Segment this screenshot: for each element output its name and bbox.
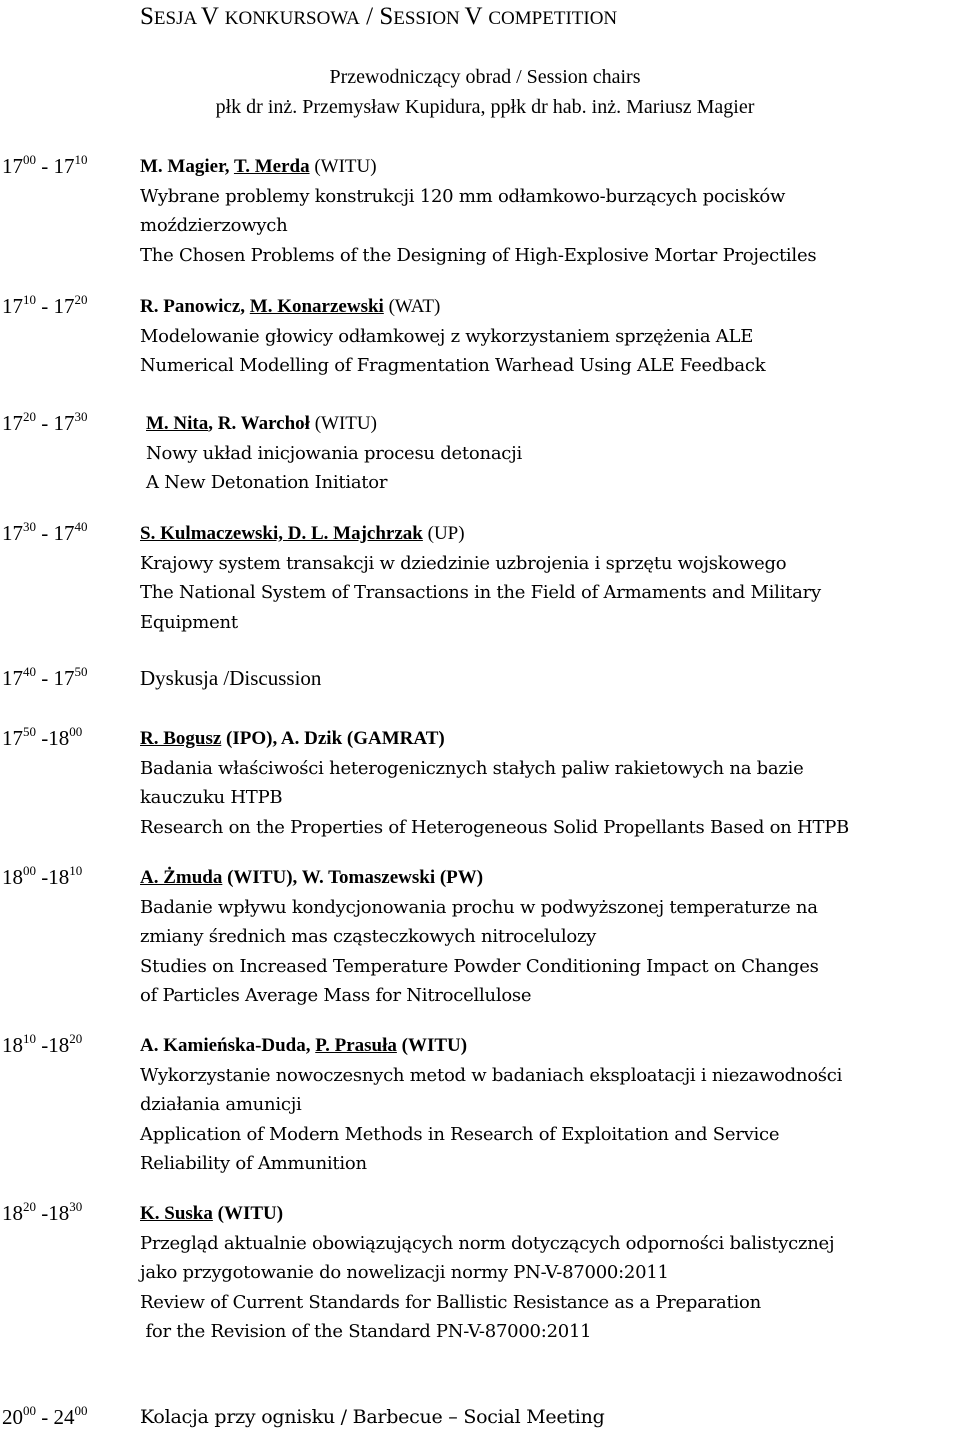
authors: M. Magier, T. Merda (WITU) [140,156,377,177]
session-title: SESJA V KONKURSOWA / SESSION V COMPETITION [140,3,618,30]
time-slot: $18^{00}$ $-18^{10}$ [2,863,83,889]
title-english: Research on the Properties of Heterogeneous Solid Propellants Based on HTPB [140,816,850,838]
time-slot: $17^{10} - 17^{20}$ [2,292,88,318]
title-polish: Przegląd aktualnie obowiązujących norm dotyczących odporności balistycznej [140,1232,835,1254]
title-polish: Nowy układ inicjowania procesu detonacji [146,442,522,464]
authors: S. Kulmaczewski, D. L. Majchrzak (UP) [140,523,465,544]
time-slot: $17^{50}$ $-18^{00}$ [2,724,83,750]
title-polish-cont: kauczuku HTPB [140,787,283,808]
title-polish: Badanie wpływu kondycjonowania prochu w podwyższonej temperaturze na [140,896,818,918]
session-chairs [140,62,830,122]
authors: K. Suska (WITU) [140,1203,284,1224]
title-polish-cont: moździerzowych [140,215,288,236]
title-polish: Wykorzystanie nowoczesnych metod w badaniach eksploatacji i niezawodności [140,1064,843,1086]
time-slot: $17^{00} - 17^{10}$ [2,152,88,178]
title-english: Numerical Modelling of Fragmentation Warhead Using ALE Feedback [140,355,766,376]
time-slot: $18^{20}$ $-18^{30}$ [2,1199,83,1225]
chairs-names: płk dr inż. Przemysław Kupidura, ppłk dr hab. inż. Mariusz Magier [215,96,755,118]
social-meeting-label: Kolacja przy ognisku / Barbecue – Social Meeting [140,1406,605,1428]
title-polish-cont: jako przygotowanie do nowelizacji normy PN-V-87000:2011 [140,1262,669,1283]
title-polish: Badania właściwości heterogenicznych stałych paliw rakietowych na bazie [140,757,804,779]
time-slot: $20^{00} - 24^{00}$ [2,1403,88,1429]
time-slot: $17^{20} - 17^{30}$ [2,409,88,435]
time-slot: $18^{10}$ $-18^{20}$ [2,1031,83,1057]
title-english: The National System of Transactions in the Field of Armaments and Military [140,582,821,603]
authors: A. Kamieńska-Duda, P. Prasuła (WITU) [140,1035,468,1056]
title-english: Review of Current Standards for Ballistic Resistance as a Preparation [140,1291,761,1313]
title-polish: Krajowy system transakcji w dziedzinie uzbrojenia i sprzętu wojskowego [140,552,787,574]
authors: M. Nita, R. Warchoł (WITU) [146,413,377,434]
title-polish-cont: zmiany średnich mas cząsteczkowych nitrocelulozy [140,926,597,947]
title-english-cont: for the Revision of the Standard PN-V-87000:2011 [140,1321,592,1342]
authors: R. Panowicz, M. Konarzewski (WAT) [140,296,441,317]
title-english: A New Detonation Initiator [146,472,388,493]
title-english-cont: Equipment [140,611,238,633]
time-slot: $17^{30} - 17^{40}$ [2,519,88,545]
chairs-heading: Przewodniczący obrad / Session chairs [329,66,641,88]
title-english: Application of Modern Methods in Research of Exploitation and Service [140,1123,780,1145]
title-english: Studies on Increased Temperature Powder Conditioning Impact on Changes [140,955,819,977]
title-english: The Chosen Problems of the Designing of High-Explosive Mortar Projectiles [140,244,817,266]
title-polish-cont: działania amunicji [140,1094,302,1115]
authors: A. Żmuda (WITU), W. Tomaszewski (PW) [140,867,484,888]
time-slot: $17^{40} - 17^{50}$ [2,664,88,690]
discussion-label: Dyskusja /Discussion [140,666,322,690]
title-english-cont: Reliability of Ammunition [140,1153,367,1174]
title-english-cont: of Particles Average Mass for Nitrocellulose [140,985,532,1006]
authors: R. Bogusz (IPO), A. Dzik (GAMRAT) [140,728,445,749]
title-polish: Wybrane problemy konstrukcji 120 mm odłamkowo-burzących pocisków [140,185,786,207]
title-polish: Modelowanie głowicy odłamkowej z wykorzystaniem sprzężenia ALE [140,325,754,347]
